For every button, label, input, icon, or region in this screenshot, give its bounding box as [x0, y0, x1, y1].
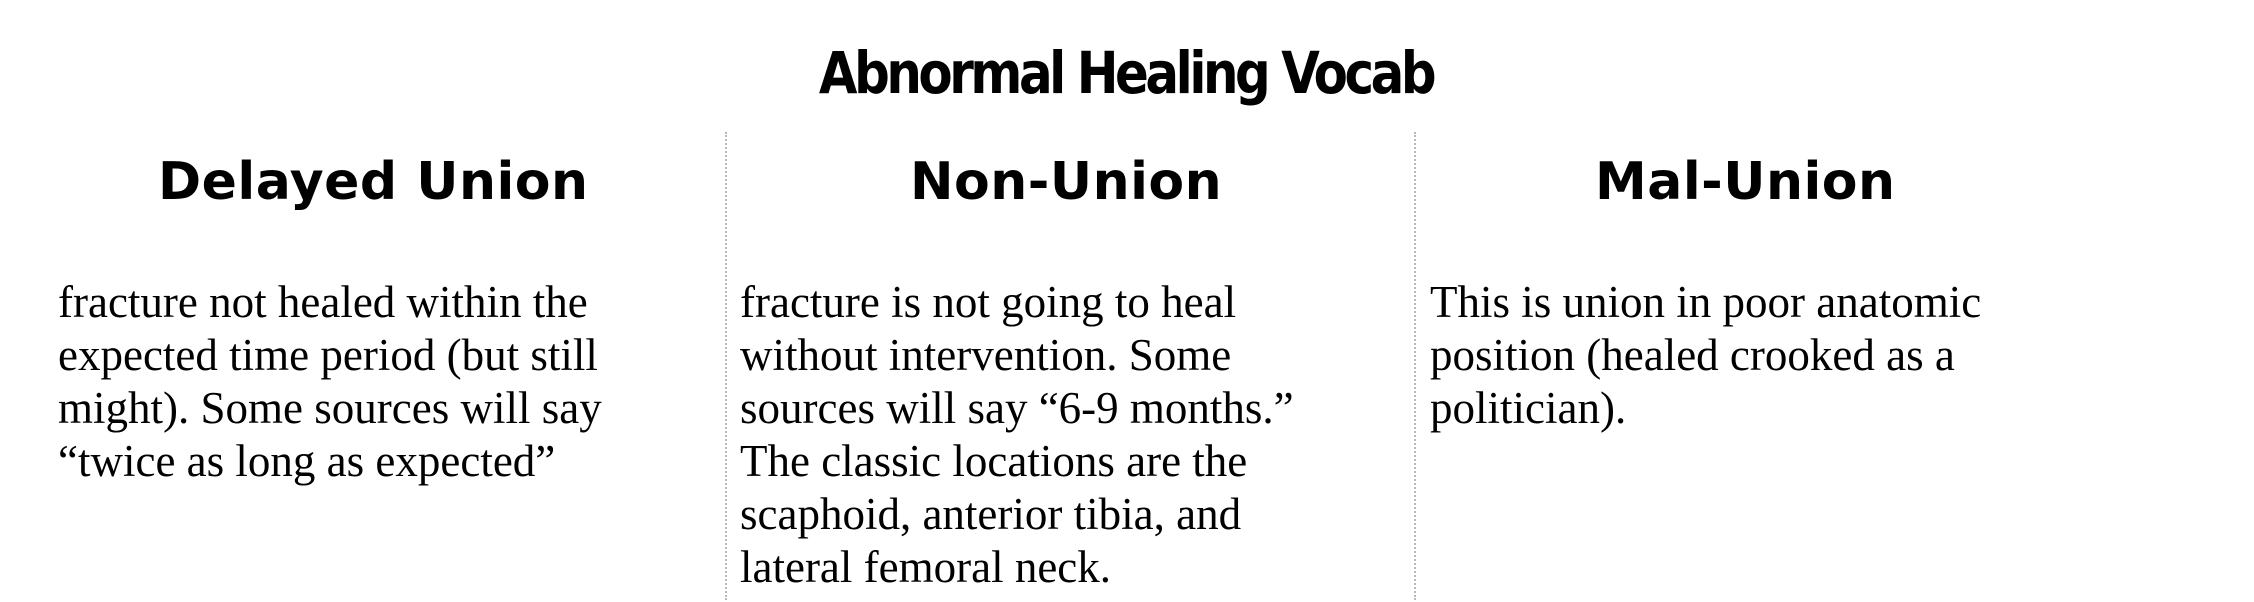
column-heading: Mal-Union — [1595, 152, 1896, 212]
column-delayed-union — [58, 150, 698, 488]
column-definition: fracture is not going to heal without intervention. Some sources will say “6-9 months.” The classic locations are the scaphoid, anterior tibia, and lateral femoral neck. — [740, 277, 1294, 592]
column-mal-union — [1430, 150, 2110, 435]
column-divider — [725, 132, 727, 600]
column-heading: Delayed Union — [158, 152, 589, 212]
column-definition: This is union in poor anatomic position (healed crooked as a politician). — [1430, 277, 1982, 433]
page-title: Abnormal Healing Vocab — [818, 39, 1434, 107]
column-definition: fracture not healed within the expected time period (but still might). Some sources will say “twice as long as expected” — [58, 277, 602, 486]
column-non-union — [740, 150, 1390, 594]
column-divider — [1414, 132, 1416, 600]
column-heading: Non-Union — [910, 152, 1223, 212]
